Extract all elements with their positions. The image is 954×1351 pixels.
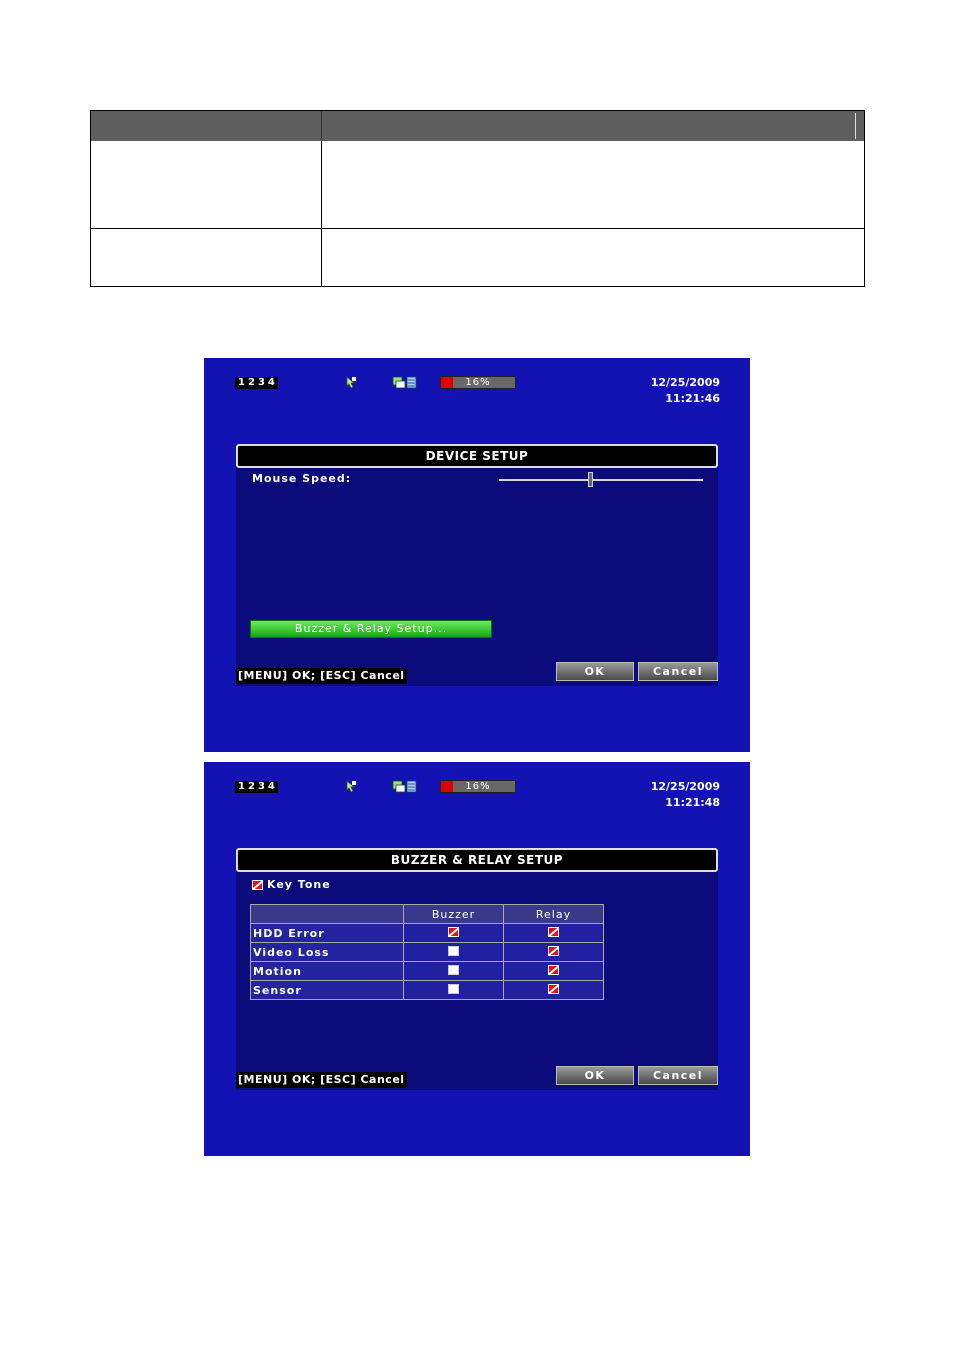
table-row [251,981,604,1000]
network-icon [392,376,417,389]
buzzer-checkbox[interactable] [448,984,459,994]
hdd-usage-percent: 16% [465,377,491,388]
device-setup-screen [204,358,750,752]
row-label: Sensor [251,981,404,1000]
channel-indicator [235,781,278,793]
document-table-header [91,111,864,141]
channel-number: 2 [247,781,255,792]
key-tone-option[interactable] [252,878,331,891]
table-row [251,943,604,962]
buzzer-relay-panel [236,848,718,1090]
hdd-usage-percent: 16% [465,781,491,792]
relay-checkbox[interactable] [548,965,559,975]
table-row [251,962,604,981]
table-header-row [251,905,604,924]
network-icon [392,780,417,793]
key-hint: [MENU] OK; [ESC] Cancel [238,1073,405,1086]
channel-number: 1 [238,377,245,388]
device-setup-panel [236,444,718,686]
relay-checkbox[interactable] [548,927,559,937]
column-header-buzzer: Buzzer [404,905,504,924]
row-label: Video Loss [251,943,404,962]
mouse-icon [344,376,357,389]
mouse-speed-slider-thumb[interactable] [588,472,593,487]
buzzer-checkbox[interactable] [448,965,459,975]
ok-button[interactable]: OK [556,662,634,681]
key-hint: [MENU] OK; [ESC] Cancel [238,669,405,682]
document-table-row [91,141,864,229]
channel-number: 4 [267,781,275,792]
channel-number: 3 [257,781,265,792]
mouse-icon [344,780,357,793]
date-time [651,375,720,407]
ok-button[interactable]: OK [556,1066,634,1085]
key-tone-checkbox[interactable] [252,880,263,890]
buzzer-relay-setup-button[interactable]: Buzzer & Relay Setup... [250,620,492,638]
channel-number: 2 [247,377,255,388]
relay-checkbox[interactable] [548,984,559,994]
row-label: Motion [251,962,404,981]
channel-number: 4 [267,377,275,388]
row-label: HDD Error [251,924,404,943]
mouse-speed-slider[interactable] [499,479,703,481]
time: 11:21:46 [665,392,720,405]
buzzer-relay-setup-screen [204,762,750,1156]
buzzer-checkbox[interactable] [448,946,459,956]
date-time [651,779,720,811]
relay-checkbox[interactable] [548,946,559,956]
channel-number: 1 [238,781,245,792]
mouse-speed-label: Mouse Speed: [252,472,352,485]
time: 11:21:48 [665,796,720,809]
hdd-usage-bar [440,376,516,389]
cancel-button[interactable]: Cancel [638,662,718,681]
table-row [251,924,604,943]
date: 12/25/2009 [650,376,720,389]
column-header-relay: Relay [504,905,604,924]
channel-number: 3 [257,377,265,388]
hdd-usage-bar [440,780,516,793]
key-tone-label: Key Tone [267,878,331,891]
document-table-row [91,228,864,286]
panel-title: BUZZER & RELAY SETUP [236,848,718,872]
buzzer-checkbox[interactable] [448,927,459,937]
panel-title: DEVICE SETUP [236,444,718,468]
cancel-button[interactable]: Cancel [638,1066,718,1085]
document-table [90,110,865,287]
date: 12/25/2009 [650,780,720,793]
buzzer-relay-table [250,904,604,1000]
channel-indicator [235,377,278,389]
